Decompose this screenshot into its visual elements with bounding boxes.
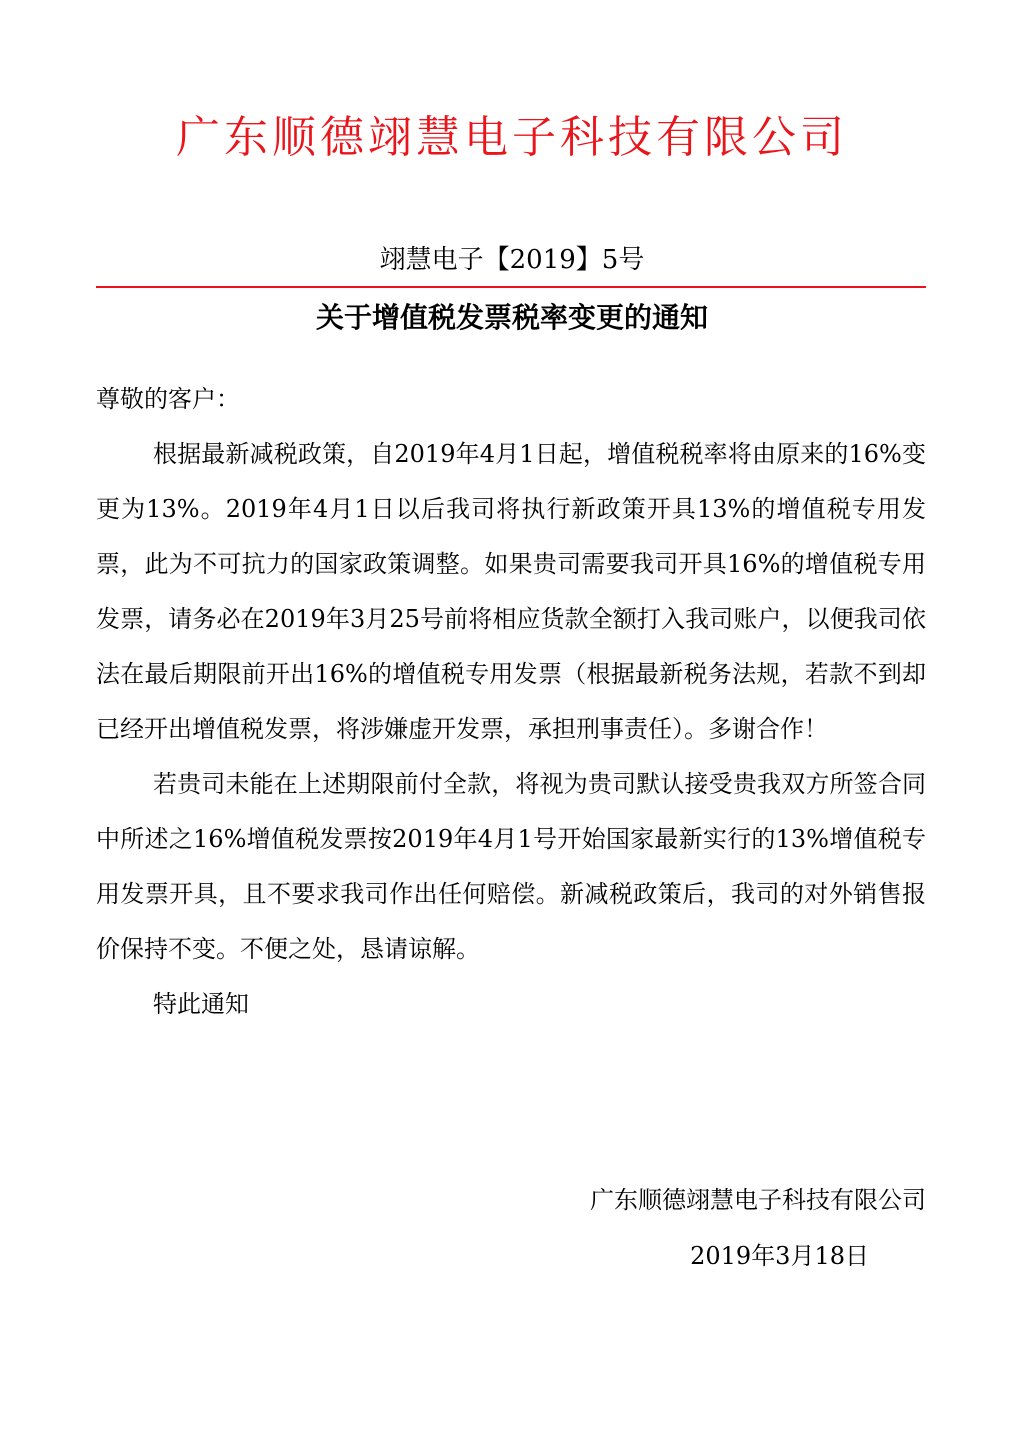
- notice-body: [96, 372, 926, 1032]
- closing-line: 特此通知: [153, 990, 249, 1018]
- body-paragraph: 根据最新减税政策，自2019年4月1日起，增值税税率将由原来的16%变更为13%。2019年4月1日以后我司将执行新政策开具13%的增值税专用发票，此为不可抗力的国家政策调整。如果贵司需要我司开具16%的增值税专用发票，请务必在2019年3月25号前将相应货款全额打入我司账户，以便我司依法在最后期限前开出16%的增值税专用发票（根据最新税务法规，若款不到却已经开出增值税发票，将涉嫌虚开发票，承担刑事责任）。多谢合作！: [96, 440, 926, 743]
- signature-date: 2019年3月18日: [690, 1242, 869, 1270]
- signature-company: 广东顺德翊慧电子科技有限公司: [590, 1186, 926, 1214]
- company-letterhead: 广东顺德翊慧电子科技有限公司: [176, 112, 848, 163]
- body-paragraph: 若贵司未能在上述期限前付全款，将视为贵司默认接受贵我双方所签合同中所述之16%增值税发票按2019年4月1号开始国家最新实行的13%增值税专用发票开具，且不要求我司作出任何赔偿。新减税政策后，我司的对外销售报价保持不变。不便之处，恳请谅解。: [96, 770, 926, 963]
- red-divider-line: [96, 286, 926, 288]
- document-number: 翊慧电子【2019】5号: [379, 245, 645, 275]
- notice-title: 关于增值税发票税率变更的通知: [315, 301, 708, 334]
- salutation: 尊敬的客户：: [96, 385, 240, 413]
